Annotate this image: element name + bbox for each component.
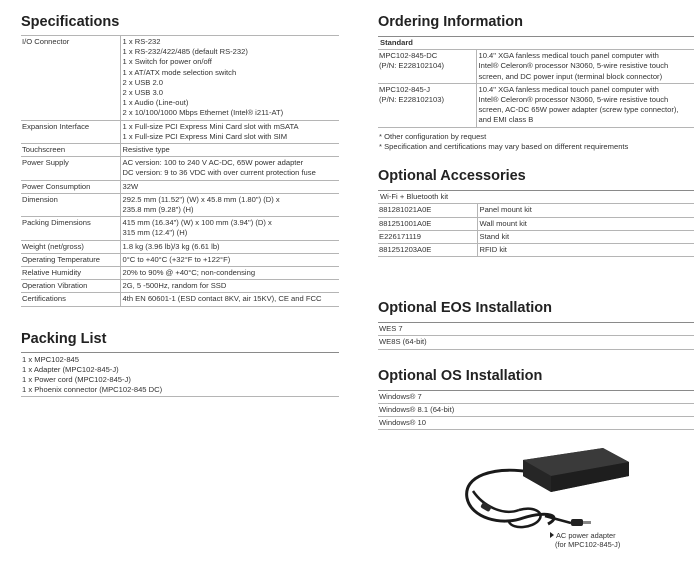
specifications-table (21, 35, 339, 307)
eos-item: WE8S (64-bit) (378, 336, 694, 349)
spec-value-line: 1 x RS-232/422/485 (default RS-232) (122, 47, 248, 57)
table-row (21, 240, 339, 253)
ordering-table (378, 36, 694, 128)
accessory-code: 881251203A0E (378, 244, 477, 257)
spec-value-line: Resistive type (122, 145, 170, 155)
spec-value-line: AC version: 100 to 240 V AC-DC, 65W power adapter (122, 158, 304, 168)
spec-value (120, 157, 339, 180)
os-title: Optional OS Installation (378, 367, 543, 384)
table-row (378, 50, 694, 84)
spec-key: Certifications (21, 293, 120, 306)
spec-value-line: 1.8 kg (3.96 lb)/3 kg (6.61 lb) (122, 241, 220, 251)
spec-value (120, 180, 339, 193)
accessories-title: Optional Accessories (378, 168, 526, 185)
spec-key: Power Supply (21, 157, 120, 180)
spec-value-line: 1 x Full-size PCI Express Mini Card slot with mSATA (122, 121, 299, 131)
eos-item: WES 7 (379, 324, 403, 334)
table-row (21, 144, 339, 157)
spec-value-line: 235.8 mm (9.28") (H) (122, 205, 194, 215)
part-number: (P/N: E228102104) (379, 61, 445, 71)
table-row (21, 180, 339, 193)
table-row (378, 403, 694, 416)
spec-value (120, 144, 339, 157)
spec-value-line: 0°C to +40°C (+32°F to +122°F) (122, 254, 231, 264)
spec-value-line: 292.5 mm (11.52") (W) x 45.8 mm (1.80") (D) x (122, 194, 280, 204)
os-table (378, 390, 694, 431)
triangle-pointer-icon (550, 532, 554, 538)
packing-list-section (21, 331, 339, 397)
ordering-header: Standard (380, 38, 413, 47)
spec-value (120, 253, 339, 266)
ordering-notes (378, 132, 694, 153)
table-row (378, 230, 694, 243)
caption-line: AC power adapter (556, 531, 616, 540)
spec-key: Power Consumption (21, 180, 120, 193)
table-row (378, 217, 694, 230)
left-column (21, 14, 339, 397)
description-line: screen, and DC power input (terminal block connector) (478, 71, 663, 81)
accessories-section (378, 168, 694, 257)
description-line: 10.4" XGA fanless medical touch panel computer with (478, 51, 659, 61)
spec-value (120, 217, 339, 240)
spec-key: Relative Humidity (21, 267, 120, 280)
description-line: 10.4" XGA fanless medical touch panel computer with (478, 84, 659, 94)
eos-section (378, 300, 694, 349)
os-item: Windows® 8.1 (64-bit) (378, 403, 694, 416)
table-row (378, 83, 694, 127)
spec-key: Packing Dimensions (21, 217, 120, 240)
spec-key: Dimension (21, 193, 120, 216)
table-row (378, 204, 694, 217)
spec-value (120, 120, 339, 143)
part-number: (P/N: E228102103) (379, 95, 445, 105)
note: * Other configuration by request (379, 131, 487, 141)
spec-value-line: 315 mm (12.4") (H) (122, 228, 188, 238)
table-row (378, 323, 694, 336)
packing-list (21, 352, 339, 397)
list-item: 1 x Power cord (MPC102-845-J) (22, 374, 131, 384)
accessory-code: E226171119 (378, 230, 477, 243)
spec-key: Operating Temperature (21, 253, 120, 266)
table-row (378, 244, 694, 257)
spec-value-line: 1 x Audio (Line-out) (122, 98, 189, 108)
spec-value-line: 2 x USB 2.0 (122, 77, 164, 87)
spec-value (120, 36, 339, 121)
spec-value-line: 2 x USB 3.0 (122, 88, 164, 98)
accessory-name: Wall mount kit (477, 217, 694, 230)
spec-value-line: 4th EN 60601-1 (ESD contact 8KV, air 15KV), CE and FCC (122, 294, 322, 304)
os-section (378, 368, 694, 431)
spec-value-line: 2G, 5 -500Hz, random for SSD (122, 281, 227, 291)
spec-value-line: 1 x RS-232 (122, 37, 161, 46)
accessory-name: RFID kit (477, 244, 694, 257)
accessories-table (378, 190, 694, 257)
spec-key: Touchscreen (21, 144, 120, 157)
accessory-name: Wi-Fi + Bluetooth kit (380, 192, 449, 202)
spec-value-line: 1 x AT/ATX mode selection switch (122, 67, 237, 77)
spec-key: Expansion Interface (21, 120, 120, 143)
table-row (378, 390, 694, 403)
spec-key: Operation Vibration (21, 280, 120, 293)
description-line: and EMI class B (478, 115, 534, 125)
spec-value (120, 240, 339, 253)
ordering-title: Ordering Information (378, 14, 523, 30)
spec-value-line: 2 x 10/100/1000 Mbps Ethernet (Intel® i211-AT) (122, 108, 284, 118)
table-row (21, 217, 339, 240)
model-name: MPC102-845-DC (379, 51, 438, 61)
table-row (21, 267, 339, 280)
spec-value (120, 280, 339, 293)
table-row (378, 191, 694, 204)
spec-key: Weight (net/gross) (21, 240, 120, 253)
packing-list-title: Packing List (21, 330, 107, 347)
list-item: 1 x MPC102-845 (22, 354, 79, 364)
list-item: 1 x Adapter (MPC102-845-J) (22, 364, 119, 374)
spec-value (120, 267, 339, 280)
table-row (21, 193, 339, 216)
spec-value-line: 32W (122, 181, 139, 191)
spec-value-line: 415 mm (16.34") (W) x 100 mm (3.94") (D) x (122, 218, 272, 228)
ac-adapter-image (453, 446, 633, 536)
spec-value-line: DC version: 9 to 36 VDC with over current protection fuse (122, 168, 316, 178)
table-row (21, 293, 339, 306)
note: * Specification and certifications may vary based on different requirements (379, 141, 629, 151)
table-row (378, 417, 694, 430)
accessory-code: 881251001A0E (378, 217, 477, 230)
adapter-caption (550, 531, 620, 550)
accessory-name: Stand kit (477, 230, 694, 243)
table-row (21, 120, 339, 143)
os-item: Windows® 10 (378, 417, 694, 430)
table-row (21, 280, 339, 293)
spec-value-line: 1 x Switch for power on/off (122, 57, 212, 67)
description-line: Intel® Celeron® processor N3060, 5-wire resistive touch (478, 61, 669, 71)
spec-value (120, 193, 339, 216)
table-row (21, 253, 339, 266)
table-row (378, 336, 694, 349)
right-column (378, 14, 694, 430)
spec-value-line: 1 x Full-size PCI Express Mini Card slot with SIM (122, 131, 288, 141)
eos-table (378, 322, 694, 349)
specifications-title: Specifications (21, 14, 120, 30)
description-line: screen, AC-DC 65W power adapter (screw type connector), (478, 105, 679, 115)
list-item: 1 x Phoenix connector (MPC102-845 DC) (22, 384, 163, 394)
table-row (21, 36, 339, 121)
os-item: Windows® 7 (379, 391, 422, 401)
accessory-code: 881281021A0E (378, 204, 477, 217)
accessory-name: Panel mount kit (477, 204, 694, 217)
spec-value-line: 20% to 90% @ +40°C; non-condensing (122, 268, 256, 278)
model-name: MPC102-845-J (379, 84, 431, 94)
spec-value (120, 293, 339, 306)
caption-line: (for MPC102-845-J) (555, 540, 621, 550)
table-row (21, 157, 339, 180)
spec-key: I/O Connector (21, 36, 120, 121)
eos-title: Optional EOS Installation (378, 300, 553, 317)
description-line: Intel® Celeron® processor N3060, 5-wire resistive touch (478, 95, 669, 105)
